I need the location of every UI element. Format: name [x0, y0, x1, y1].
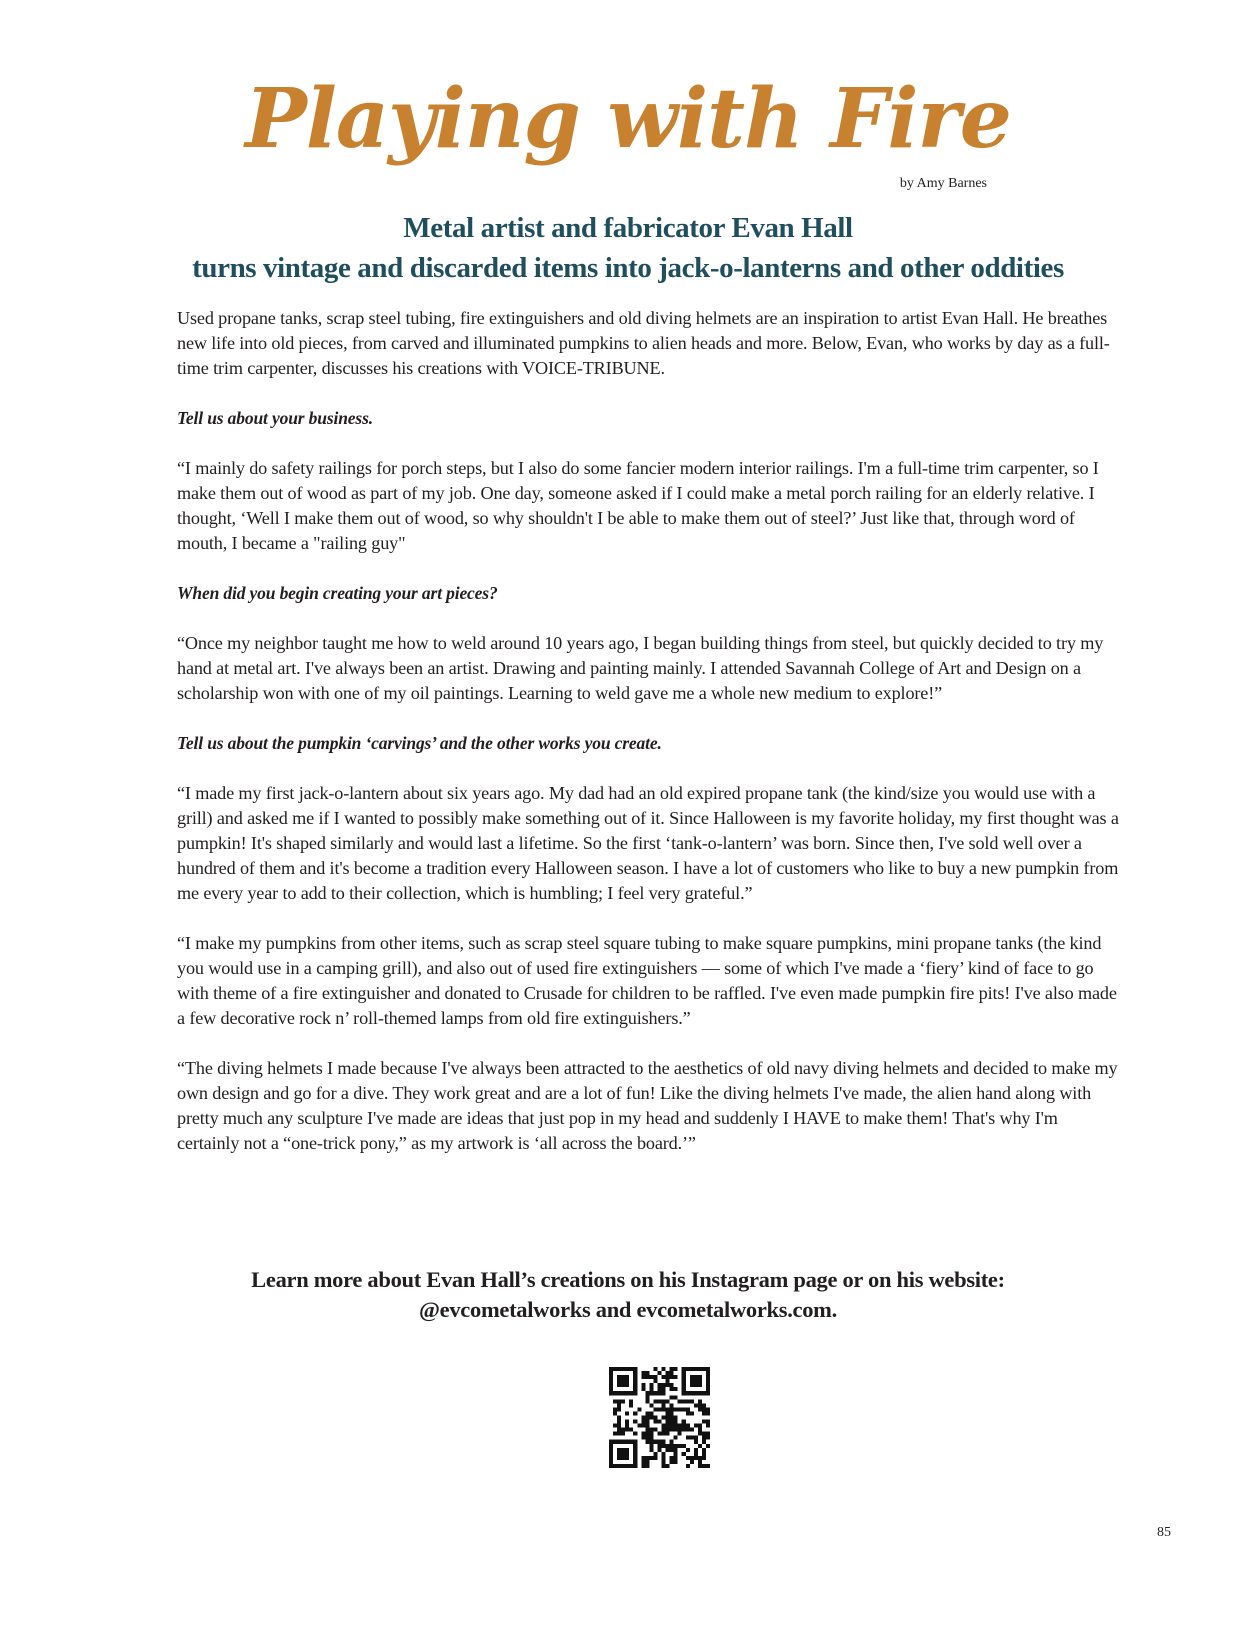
cta-line-2: @evcometalworks and evcometalworks.com. — [419, 1297, 837, 1322]
article-title: Playing with Fire — [245, 71, 1011, 167]
intro-paragraph: Used propane tanks, scrap steel tubing, fire extinguishers and old diving helmets are an inspiration to artist Evan Hall. He breathes new life into old pieces, from carved and illuminated pumpkins to alien heads and more. Below, Evan, who works by day as a full-time trim carpenter, discusses his creations with VOICE-TRIBUNE. — [177, 308, 1110, 378]
page-number: 85 — [1157, 1525, 1171, 1540]
question-2: When did you begin creating your art pieces? — [177, 583, 498, 603]
answer-1: “I mainly do safety railings for porch steps, but I also do some fancier modern interior railings. I'm a full-time trim carpenter, so I make them out of wood as part of my job. One day, someone asked if I could make a metal porch railing for an elderly relative. I thought, ‘Well I make them out of wood, so why shouldn't I be able to make them out of steel?’ Just like that, through word of mouth, I became a "railing guy" — [177, 458, 1099, 553]
subtitle-line-2: turns vintage and discarded items into jack-o-lanterns and other oddities — [192, 252, 1064, 284]
answer-3: “I made my first jack-o-lantern about six years ago. My dad had an old expired propane tank (the kind/size you would use with a grill) and asked me if I wanted to possibly make something out of it. Since Halloween is my favorite holiday, my first thought was a pumpkin! It's shaped similarly and would last a lifetime. So the first ‘tank-o-lantern’ was born. Since then, I've sold well over a hundred of them and it's become a tradition every Halloween season. I have a lot of customers who like to buy a new pumpkin from me every year to add to their collection, which is humbling; I feel very grateful.” — [177, 783, 1119, 903]
answer-4: “I make my pumpkins from other items, such as scrap steel square tubing to make square pumpkins, mini propane tanks (the kind you would use in a camping grill), and also out of used fire extinguishers — some of which I've made a ‘fiery’ kind of face to go with theme of a fire extinguisher and donated to Crusade for children to be raffled. I've even made pumpkin fire pits! I've also made a few decorative rock n’ roll-themed lamps from old fire extinguishers.” — [177, 933, 1117, 1028]
question-1: Tell us about your business. — [177, 408, 373, 428]
subtitle-line-1: Metal artist and fabricator Evan Hall — [403, 212, 853, 244]
article-subtitle — [0, 208, 1256, 288]
answer-5: “The diving helmets I made because I've always been attracted to the aesthetics of old navy diving helmets and decided to make my own design and go for a dive. They work great and are a lot of fun! Like the diving helmets I've made, the alien hand along with pretty much any sculpture I've made are ideas that just pop in my head and suddenly I HAVE to make them! That's why I'm certainly not a “one-trick pony,” as my artwork is ‘all across the board.’” — [177, 1058, 1118, 1153]
byline: by Amy Barnes — [899, 176, 987, 191]
question-3: Tell us about the pumpkin ‘carvings’ and the other works you create. — [177, 733, 662, 753]
cta-line-1: Learn more about Evan Hall’s creations on his Instagram page or on his website: — [251, 1267, 1005, 1292]
article-body — [177, 306, 1122, 1181]
answer-2: “Once my neighbor taught me how to weld around 10 years ago, I began building things from steel, but quickly decided to try my hand at metal art. I've always been an artist. Drawing and painting mainly. I attended Savannah College of Art and Design on a scholarship won with one of my oil paintings. Learning to weld gave me a whole new medium to explore!” — [177, 633, 1104, 703]
qr-code-icon[interactable] — [609, 1367, 710, 1468]
call-to-action — [0, 1265, 1256, 1325]
